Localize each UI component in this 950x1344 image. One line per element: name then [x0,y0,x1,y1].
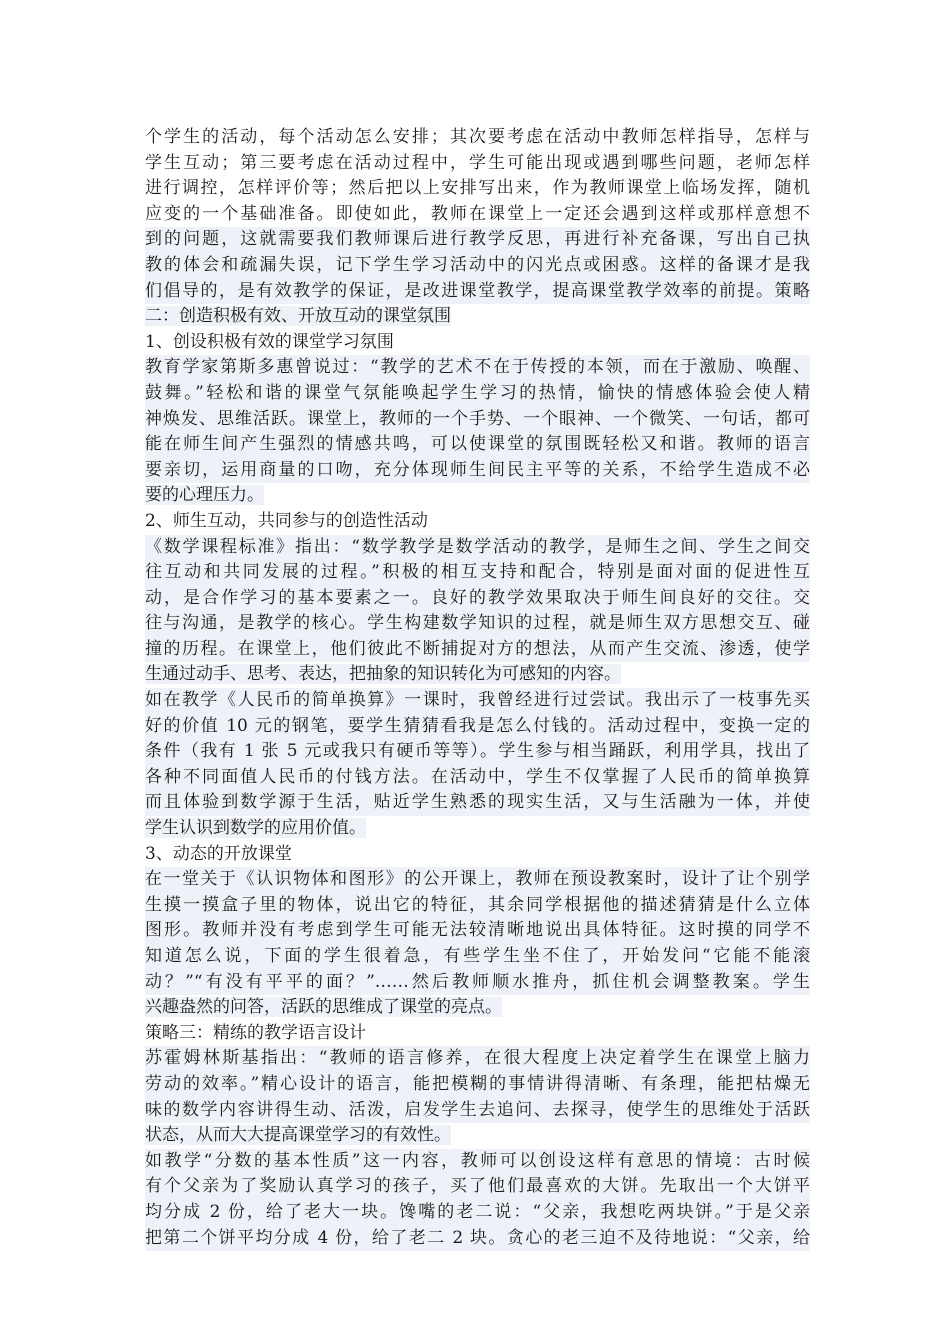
text-line [145,483,810,509]
text-line [145,867,810,893]
text-line [145,995,810,1021]
text-line [145,714,810,740]
text-line [145,586,810,612]
text-line [145,151,810,177]
text-line-content: 生通过动手、思考、表达，把抽象的知识转化为可感知的内容。 [145,664,621,685]
text-line-content: 《数学课程标准》指出：“数学教学是数学活动的教学，是师生之间、学生之间交 [145,535,810,561]
text-line-content: 神焕发、思维活跃。课堂上，教师的一个手势、一个眼神、一个微笑、一句话，都可 [145,407,810,433]
text-line-content: 们倡导的，是有效教学的保证，是改进课堂教学，提高课堂教学效率的前提。策略 [145,279,810,305]
text-line-content: 各种不同面值人民币的付钱方法。在活动中，学生不仅掌握了人民币的简单换算 [145,765,810,791]
text-line [145,253,810,279]
text-line-content: 进行调控，怎样评价等；然后把以上安排写出来，作为教师课堂上临场发挥，随机 [145,178,810,199]
text-line [145,176,810,202]
text-line-content: 均分成 2 份，给了老大一块。馋嘴的老二说：“父亲，我想吃两块饼。”于是父亲 [145,1200,810,1226]
text-line-content: 条件（我有 1 张 5 元或我只有硬币等等）。学生参与相当踊跃，利用学具，找出了 [145,739,810,765]
text-line-content: 3、动态的开放课堂 [145,843,292,864]
text-line [145,1098,810,1124]
text-line-content: 把第二个饼平均分成 4 份，给了老二 2 块。贪心的老三迫不及待地说：“父亲，给 [145,1226,810,1252]
text-line-content: 学生互动；第三要考虑在活动过程中，学生可能出现或遇到哪些问题，老师怎样 [145,152,810,173]
text-line-content: 到的问题，这就需要我们教师课后进行教学反思，再进行补充备课，写出自己执 [145,227,810,253]
text-line [145,227,810,253]
text-line [145,893,810,919]
text-line [145,1226,810,1252]
text-line [145,330,810,356]
text-line [145,1174,810,1200]
text-line [145,970,810,996]
text-line [145,739,810,765]
text-line-content: 状态，从而大大提高课堂学习的有效性。 [145,1125,451,1146]
text-line [145,918,810,944]
text-line-content: 能在师生间产生强烈的情感共鸣，可以使课堂的氛围既轻松又和谐。教师的语言 [145,432,810,458]
text-line [145,790,810,816]
text-line [145,560,810,586]
text-line-content: 苏霍姆林斯基指出：“教师的语言修养，在很大程度上决定着学生在课堂上脑力 [145,1046,810,1072]
text-line [145,1200,810,1226]
text-line [145,535,810,561]
text-line-content: 知道怎么说，下面的学生很着急，有些学生坐不住了，开始发问“它能不能滚 [145,944,810,970]
text-line-content: 有个父亲为了奖励认真学习的孩子，买了他们最喜欢的大饼。先取出一个大饼平 [145,1174,810,1200]
text-line [145,407,810,433]
text-line-content: 撞的历程。在课堂上，他们彼此不断捕捉对方的想法，从而产生交流、渗透，使学 [145,637,810,663]
text-line-content: 学生认识到数学的应用价值。 [145,818,366,839]
text-line [145,842,810,868]
text-line-content: 策略三：精练的教学语言设计 [145,1022,366,1043]
text-line-content: 而且体验到数学源于生活，贴近学生熟悉的现实生活，又与生活融为一体，并使 [145,790,810,816]
text-line-content: 要亲切，运用商量的口吻，充分体现师生间民主平等的关系，不给学生造成不必 [145,458,810,484]
text-line [145,688,810,714]
text-line-content: 往与沟通，是教学的核心。学生构建数学知识的过程，就是师生双方思想交互、碰 [145,611,810,637]
text-line-content: 要的心理压力。 [145,485,264,506]
text-line-content: 教的体会和疏漏失误，记下学生学习活动中的闪光点或困惑。这样的备课才是我 [145,253,810,279]
text-line [145,1123,810,1149]
text-line [145,279,810,305]
text-line [145,816,810,842]
text-line-content: 好的价值 10 元的钢笔，要学生猜猜看我是怎么付钱的。活动过程中，变换一定的 [145,714,810,740]
text-line [145,381,810,407]
text-line-content: 生摸一摸盒子里的物体，说出它的特征，其余同学根据他的描述猜猜是什么立体 [145,893,810,919]
text-line [145,125,810,151]
document-body [145,125,810,1251]
text-line [145,355,810,381]
text-line [145,1021,810,1047]
text-line-content: 教育学家第斯多惠曾说过：“教学的艺术不在于传授的本领，而在于激励、唤醒、 [145,355,810,381]
text-line [145,1072,810,1098]
text-line [145,304,810,330]
text-line-content: 应变的一个基础准备。即使如此，教师在课堂上一定还会遇到这样或那样意想不 [145,203,810,224]
text-line-content: 劳动的效率。”精心设计的语言，能把模糊的事情讲得清晰、有条理，能把枯燥无 [145,1072,810,1098]
text-line [145,509,810,535]
text-line-content: 如在教学《人民币的简单换算》一课时，我曾经进行过尝试。我出示了一枝事先买 [145,688,810,714]
text-line [145,611,810,637]
text-line-content: 动，是合作学习的基本要素之一。良好的教学效果取决于师生间良好的交往。交 [145,586,810,612]
text-line [145,1046,810,1072]
text-line [145,662,810,688]
text-line [145,765,810,791]
text-line-content: 动？”“有没有平平的面？”……然后教师顺水推舟，抓住机会调整教案。学生 [145,970,810,996]
text-line [145,458,810,484]
text-line [145,202,810,228]
text-line [145,1149,810,1175]
text-line [145,432,810,458]
text-line-content: 2、师生互动，共同参与的创造性活动 [145,510,428,531]
text-line-content: 鼓舞。”轻松和谐的课堂气氛能唤起学生学习的热情，愉快的情感体验会使人精 [145,381,810,407]
text-line-content: 二：创造积极有效、开放互动的课堂氛围 [145,306,451,327]
text-line-content: 图形。教师并没有考虑到学生可能无法较清晰地说出具体特征。这时摸的同学不 [145,918,810,944]
text-line [145,944,810,970]
text-line-content: 在一堂关于《认识物体和图形》的公开课上，教师在预设教案时，设计了让个别学 [145,867,810,893]
text-line-content: 如教学“分数的基本性质”这一内容，教师可以创设这样有意思的情境：古时候 [145,1149,810,1175]
text-line [145,637,810,663]
text-line-content: 1、创设积极有效的课堂学习氛围 [145,331,394,352]
text-line-content: 个学生的活动，每个活动怎么安排；其次要考虑在活动中教师怎样指导，怎样与 [145,127,810,147]
text-line-content: 往互动和共同发展的过程。”积极的相互支持和配合，特别是面对面的促进性互 [145,560,810,586]
text-line-content: 味的数学内容讲得生动、活泼，启发学生去追问、去探寻，使学生的思维处于活跃 [145,1098,810,1124]
text-line-content: 兴趣盎然的问答，活跃的思维成了课堂的亮点。 [145,997,502,1018]
